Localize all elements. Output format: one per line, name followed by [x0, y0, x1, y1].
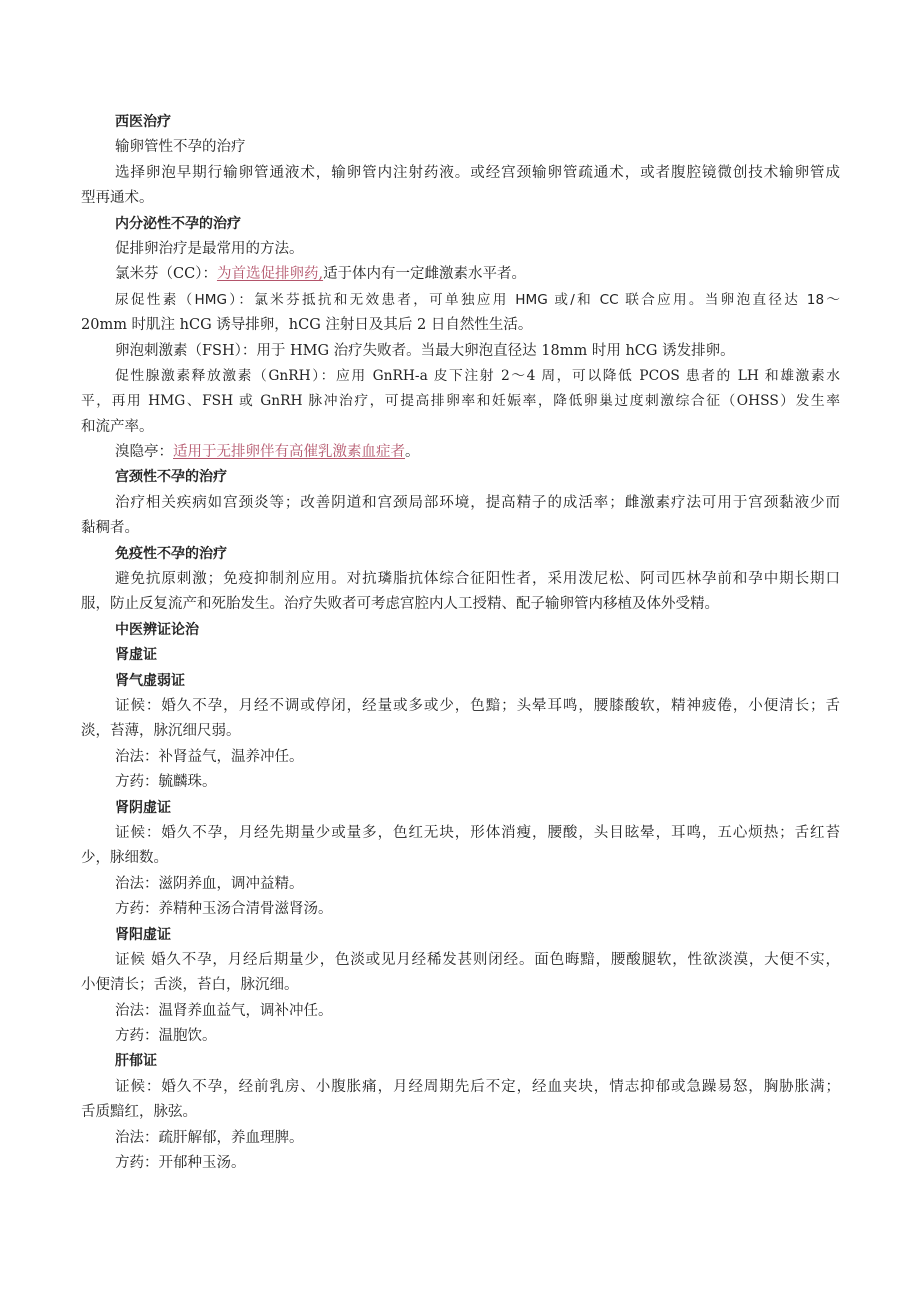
kidney-yang-treatment: 治法：温肾养血益气，调补冲任。: [115, 1002, 333, 1019]
paragraph-clomiphene: [81, 262, 840, 287]
clomiphene-link[interactable]: 为首选促排卵药,: [216, 266, 324, 283]
paragraph-gnrh-line-1: 促性腺激素释放激素（GnRH）：应用 GnRH-a 皮下注射 2～4 周，可以降低 PCOS 患者的 LH 和雄激素水: [115, 367, 840, 384]
section-heading-tcm: 中医辨证论治: [115, 621, 199, 638]
liver-symptoms-line-2: 舌质黯红，脉弦。: [81, 1104, 197, 1121]
paragraph-immune-line-2: 服，防止反复流产和死胎发生。治疗失败者可考虑宫腔内人工授精、配子输卵管内移植及体外受精。: [81, 596, 719, 613]
clomiphene-text: 适于体内有一定雌激素水平者。: [323, 266, 527, 283]
paragraph-tubal-line-1: 选择卵泡早期行输卵管通液术，输卵管内注射药液。或经宫颈输卵管疏通术，或者腹腔镜微创技术输卵管成: [115, 164, 840, 181]
kidney-qi-symptoms-line-1: 证候：婚久不孕，月经不调或停闭，经量或多或少，色黯；头晕耳鸣，腰膝酸软，精神疲倦，小便清长；舌: [115, 697, 840, 714]
bromocriptine-end: 。: [405, 444, 420, 461]
paragraph-hmg-line-2: 20mm 时肌注 hCG 诱导排卵，hCG 注射日及其后 2 日自然性生活。: [81, 317, 533, 334]
bromocriptine-label: 溴隐亭：: [115, 444, 173, 461]
kidney-qi-treatment: 治法：补肾益气，温养冲任。: [115, 748, 304, 765]
section-heading-western-medicine: 西医治疗: [115, 114, 171, 130]
kidney-yin-symptoms-line-1: 证候：婚久不孕，月经先期量少或量多，色红无块，形体消瘦，腰酸，头目眩晕，耳鸣，五心烦热；舌红苔: [115, 824, 840, 841]
paragraph-cervical-line-1: 治疗相关疾病如宫颈炎等；改善阴道和宫颈局部环境，提高精子的成活率；雌激素疗法可用于宫颈黏液少而: [115, 494, 840, 511]
liver-treatment: 治法：疏肝解郁，养血理脾。: [115, 1129, 304, 1146]
kidney-yang-symptoms-line-2: 小便清长；舌淡，苔白，脉沉细。: [81, 977, 299, 994]
liver-symptoms-line-1: 证候：婚久不孕，经前乳房、小腹胀痛，月经周期先后不定，经血夹块，情志抑郁或急躁易怒，胸胁胀满；: [115, 1078, 840, 1095]
heading-kidney-deficiency: 肾虚证: [115, 647, 157, 664]
subsection-title-tubal: 输卵管性不孕的治疗: [115, 139, 246, 156]
paragraph-ovulation-induction: 促排卵治疗是最常用的方法。: [115, 240, 304, 257]
paragraph-bromocriptine: [81, 440, 840, 465]
paragraph-gnrh-line-2: 平，再用 HMG、FSH 或 GnRH 脉冲治疗，可提高排卵率和妊娠率，降低卵巢过度刺激综合征（OHSS）发生率: [81, 393, 840, 410]
paragraph-tubal-line-2: 型再通术。: [81, 190, 154, 207]
paragraph-cervical-line-2: 黏稠者。: [81, 520, 139, 537]
clomiphene-label: 氯米芬（CC）：: [115, 266, 217, 283]
heading-kidney-qi: 肾气虚弱证: [115, 672, 185, 689]
heading-kidney-yin: 肾阴虚证: [115, 799, 171, 816]
liver-prescription: 方药：开郁种玉汤。: [115, 1155, 246, 1172]
kidney-yin-symptoms-line-2: 少，脉细数。: [81, 850, 168, 867]
section-heading-endocrine: 内分泌性不孕的治疗: [115, 215, 241, 232]
kidney-qi-prescription: 方药：毓麟珠。: [115, 774, 217, 791]
kidney-yang-symptoms-line-1: 证候 婚久不孕，月经后期量少，色淡或见月经稀发甚则闭经。面色晦黯，腰酸腿软，性欲淡漠，大便不实，: [115, 951, 840, 968]
kidney-yang-prescription: 方药：温胞饮。: [115, 1028, 217, 1045]
kidney-yin-prescription: 方药：养精种玉汤合清骨滋肾汤。: [115, 901, 333, 918]
heading-kidney-yang: 肾阳虚证: [115, 926, 171, 943]
section-heading-cervical: 宫颈性不孕的治疗: [115, 469, 227, 486]
kidney-qi-symptoms-line-2: 淡，苔薄，脉沉细尺弱。: [81, 723, 241, 740]
kidney-yin-treatment: 治法：滋阴养血，调冲益精。: [115, 875, 304, 892]
section-heading-immune: 免疫性不孕的治疗: [115, 545, 227, 562]
paragraph-hmg-line-1: 尿促性素（HMG）：氯米芬抵抗和无效患者，可单独应用 HMG 或/和 CC 联合应用。当卵泡直径达 18～: [115, 291, 840, 308]
paragraph-fsh: 卵泡刺激素（FSH）：用于 HMG 治疗失败者。当最大卵泡直径达 18mm 时用 hCG 诱发排卵。: [115, 342, 735, 359]
bromocriptine-link[interactable]: 适用于无排卵伴有高催乳激素血症者: [173, 444, 405, 461]
paragraph-immune-line-1: 避免抗原刺激；免疫抑制剂应用。对抗璘脂抗体综合征阳性者，采用泼尼松、阿司匹林孕前和孕中期长期口: [115, 571, 840, 588]
paragraph-gnrh-line-3: 和流产率。: [81, 418, 154, 435]
heading-liver-stagnation: 肝郁证: [115, 1053, 157, 1070]
